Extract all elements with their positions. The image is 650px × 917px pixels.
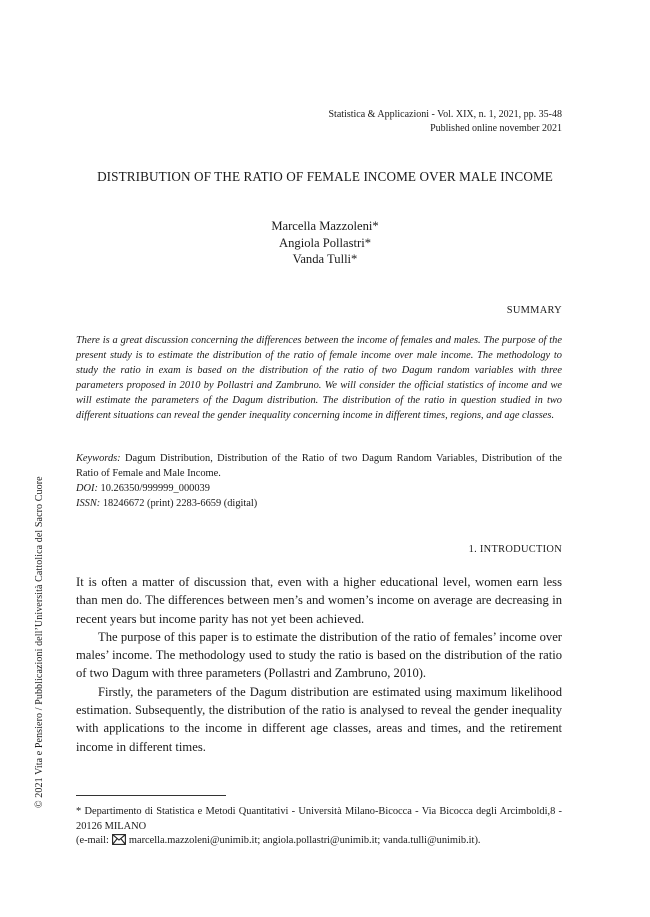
keywords xyxy=(76,451,562,481)
metadata-block xyxy=(76,451,562,511)
sidebar-copyright: © 2021 Vita e Pensiero / Pubblicazioni dell’Università Cattolica del Sacro Cuore xyxy=(34,476,45,808)
summary-heading: SUMMARY xyxy=(506,305,562,316)
paper-title: DISTRIBUTION OF THE RATIO OF FEMALE INCOME OVER MALE INCOME xyxy=(97,169,553,184)
paragraph: It is often a matter of discussion that, even with a higher educational level, women earn less than men do. The differences between men’s and women’s income on average are decreasing in recent years but income parity has not yet been achieved. xyxy=(76,575,562,626)
doi xyxy=(76,481,562,496)
issn-label: ISSN: xyxy=(76,498,101,509)
footnote-divider xyxy=(76,795,226,796)
issn-value: 18246672 (print) 2283-6659 (digital) xyxy=(100,498,258,509)
footnote xyxy=(76,805,562,851)
author-name: Angiola Pollastri* xyxy=(279,235,371,250)
publication-date: Published online november 2021 xyxy=(430,123,562,134)
introduction-body xyxy=(76,573,562,756)
paragraph: Firstly, the parameters of the Dagum distribution are estimated using maximum likelihood estimation. Subsequently, the distribution of the ratio is analysed to reveal the gender inequality with applications to the income in different age classes, areas and times, and the retirement income in different times. xyxy=(76,684,562,754)
doi-label: DOI: xyxy=(76,483,98,494)
author-list xyxy=(88,218,562,268)
author-name: Vanda Tulli* xyxy=(292,252,358,266)
paragraph: The purpose of this paper is to estimate the distribution of the ratio of females’ income over males’ income. The methodology used to study the ratio is based on the distribution of the ratio of two Dagum with three parameters (Pollastri and Zambruno, 2010). xyxy=(76,629,562,681)
envelope-icon xyxy=(112,834,126,851)
affiliation: * Departimento di Statistica e Metodi Quantitativi - Università Milano-Bicocca - Via Bicocca degli Arcimboldi,8 - 20126 MILANO xyxy=(76,806,562,832)
email-line xyxy=(76,834,562,851)
email-addresses[interactable]: marcella.mazzoleni@unimib.it; angiola.pollastri@unimib.it; vanda.tulli@unimib.it). xyxy=(128,835,481,846)
doi-value[interactable]: 10.26350/999999_000039 xyxy=(97,483,210,494)
author-name: Marcella Mazzoleni* xyxy=(271,219,379,233)
section-heading-introduction: 1. INTRODUCTION xyxy=(468,544,562,555)
issn xyxy=(76,496,562,511)
journal-header xyxy=(328,108,562,136)
abstract-text: There is a great discussion concerning the differences between the income of females and males. The purpose of the present study is to estimate the distribution of the ratio of female income over male income. The methodology to study the ratio in exam is based on the distribution of the ratio of two Dagum random variables with three parameters proposed in 2010 by Pollastri and Zambruno. We will consider the official statistics of income and we will estimate the parameters of the Dagum distribution. The distribution of the ratio in question studied in two different situations can reveal the gender inequality concerning income in different times, regions, and age classes. xyxy=(76,335,562,421)
journal-citation: Statistica & Applicazioni - Vol. XIX, n. 1, 2021, pp. 35-48 xyxy=(328,109,562,120)
keywords-label: Keywords: xyxy=(76,453,121,464)
keywords-text: Dagum Distribution, Distribution of the Ratio of two Dagum Random Variables, Distribution of the Ratio of Female and Male Income. xyxy=(76,453,562,479)
email-prefix: (e-mail: xyxy=(76,835,109,846)
